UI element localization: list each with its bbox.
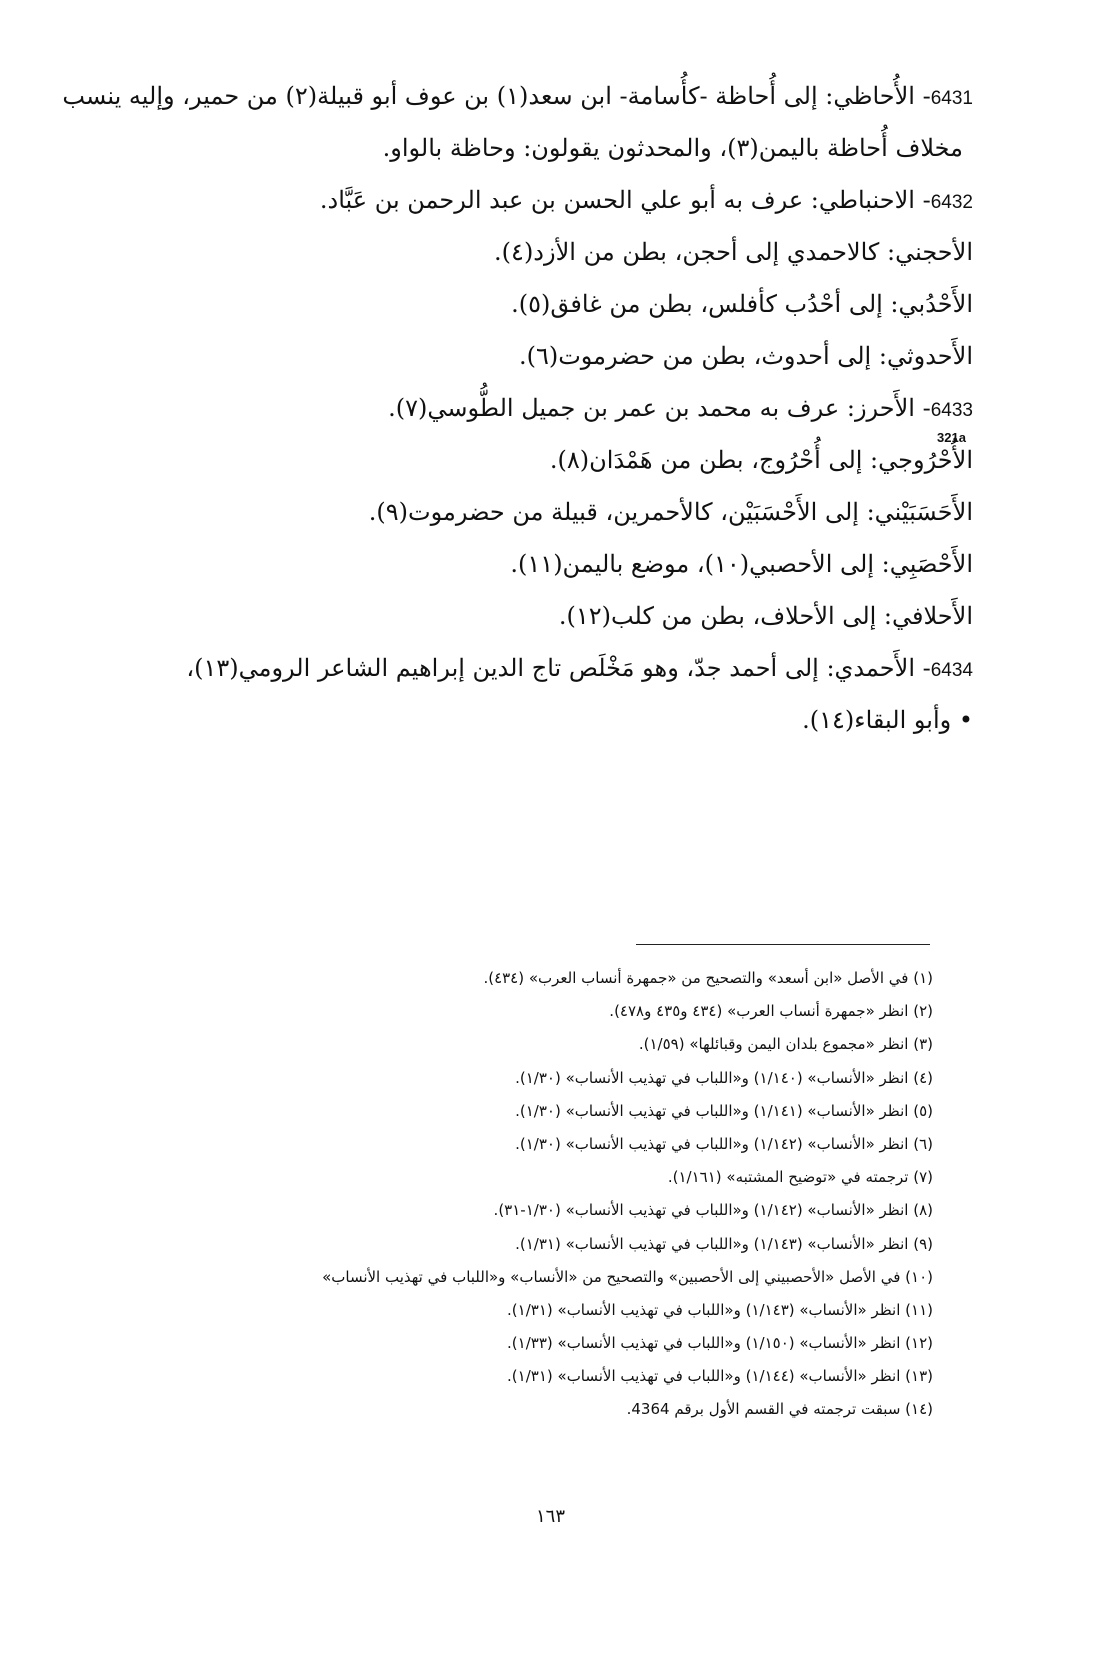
footnote: (٢) انظر «جمهرة أنساب العرب» (٤٣٤ و٤٣٥ و٤٧٨).: [609, 1002, 933, 1021]
entry-line: [93, 174, 973, 226]
entry-text: الأَحَسَبَيْني: إلى الأَحْسَبَيْن، كالأحمرين، قبيلة من حضرموت(٩).: [368, 498, 973, 526]
footnote: (٧) ترجمته في «توضيح المشتبه» (١/١٦١).: [667, 1168, 933, 1187]
entry-text: - الأَحمدي: إلى أحمد جدّ، وهو مَخْلَص تاج الدين إبراهيم الشاعر الرومي(١٣)،: [186, 654, 931, 682]
entry-text: الأُحْرُوجي: إلى أُحْرُوج، بطن من هَمْدَان(٨).: [549, 446, 973, 474]
footnote: (١٠) في الأصل «الأحصبيني إلى الأحصبين» والتصحيح من «الأنساب» و«اللباب في تهذيب الأنساب»: [322, 1267, 933, 1286]
entry-line: [93, 538, 973, 590]
entry-line: [93, 226, 973, 278]
footnote: (٣) انظر «مجموع بلدان اليمن وقبائلها» (١/٥٩).: [638, 1035, 933, 1054]
page-number: ١٦٣: [535, 1506, 565, 1527]
footnote: (٤) انظر «الأنساب» (١/١٤٠) و«اللباب في تهذيب الأنساب» (١/٣٠).: [515, 1068, 933, 1087]
footnote: (٥) انظر «الأنساب» (١/١٤١) و«اللباب في تهذيب الأنساب» (١/٣٠).: [515, 1101, 933, 1120]
entry-text: الأَحْصَبِي: إلى الأحصبي(١٠)، موضع باليمن(١١).: [510, 550, 973, 578]
manuscript-folio-marker: 321a: [937, 430, 966, 445]
footnote: (١) في الأصل «ابن أسعد» والتصحيح من «جمهرة أنساب العرب» (٤٣٤).: [483, 969, 933, 987]
entry-line: [93, 434, 973, 486]
entry-text: الأَحلافي: إلى الأحلاف، بطن من كلب(١٢).: [558, 602, 973, 630]
entry-number: 6432: [930, 192, 973, 213]
entry-text: الأَحْدُبي: إلى أحْدُب كأفلس، بطن من غافق(٥).: [511, 290, 973, 318]
entry-text: - الأَحرز: عرف به محمد بن عمر بن جميل الطُّوسي(٧).: [388, 394, 931, 422]
footnote: (١٣) انظر «الأنساب» (١/١٤٤) و«اللباب في تهذيب الأنساب» (١/٣١).: [507, 1367, 933, 1386]
footnote: (١٤) سبقت ترجمته في القسم الأول برقم 4364.: [626, 1400, 933, 1419]
entry-text: الأحجني: كالاحمدي إلى أحجن، بطن من الأزد(٤).: [494, 238, 973, 266]
entry-line: [93, 486, 973, 538]
footnote: (١٢) انظر «الأنساب» (١/١٥٠) و«اللباب في تهذيب الأنساب» (١/٣٣).: [507, 1334, 933, 1353]
footnote: (١١) انظر «الأنساب» (١/١٤٣) و«اللباب في تهذيب الأنساب» (١/٣١).: [507, 1300, 933, 1319]
entry-line: [93, 122, 973, 174]
entry-line: [93, 382, 973, 434]
footnotes: [173, 962, 933, 1427]
entry-line: [93, 590, 973, 642]
entry-text: - الأُحاظي: إلى أُحاظة -كأُسامة- ابن سعد(١) بن عوف أبو قبيلة(٢) من حمير، وإليه ينسب: [62, 82, 931, 110]
main-text: [62, 70, 973, 746]
entry-line: [62, 70, 973, 122]
entry-text: • وأبو البقاء(١٤).: [802, 706, 973, 734]
entry-line: [93, 330, 973, 382]
entry-number: 6434: [930, 660, 973, 681]
entry-number: 6433: [930, 400, 973, 421]
entry-line: [93, 642, 973, 694]
entry-number: 6431: [930, 88, 973, 109]
footnote: (٨) انظر «الأنساب» (١/١٤٢) و«اللباب في تهذيب الأنساب» (١/٣٠-٣١).: [493, 1201, 933, 1220]
entry-text: - الاحنباطي: عرف به أبو علي الحسن بن عبد الرحمن بن عَبَّاد.: [319, 186, 931, 214]
footnote: (٦) انظر «الأنساب» (١/١٤٢) و«اللباب في تهذيب الأنساب» (١/٣٠).: [515, 1134, 933, 1153]
entry-text: الأَحدوثي: إلى أحدوث، بطن من حضرموت(٦).: [518, 342, 973, 370]
entry-text: مخلاف أُحاظة باليمن(٣)، والمحدثون يقولون: وحاظة بالواو.: [382, 134, 963, 162]
entry-line: [93, 694, 973, 746]
footnote-separator: [636, 944, 930, 945]
footnote: (٩) انظر «الأنساب» (١/١٤٣) و«اللباب في تهذيب الأنساب» (١/٣١).: [515, 1234, 933, 1253]
entry-line: [93, 278, 973, 330]
